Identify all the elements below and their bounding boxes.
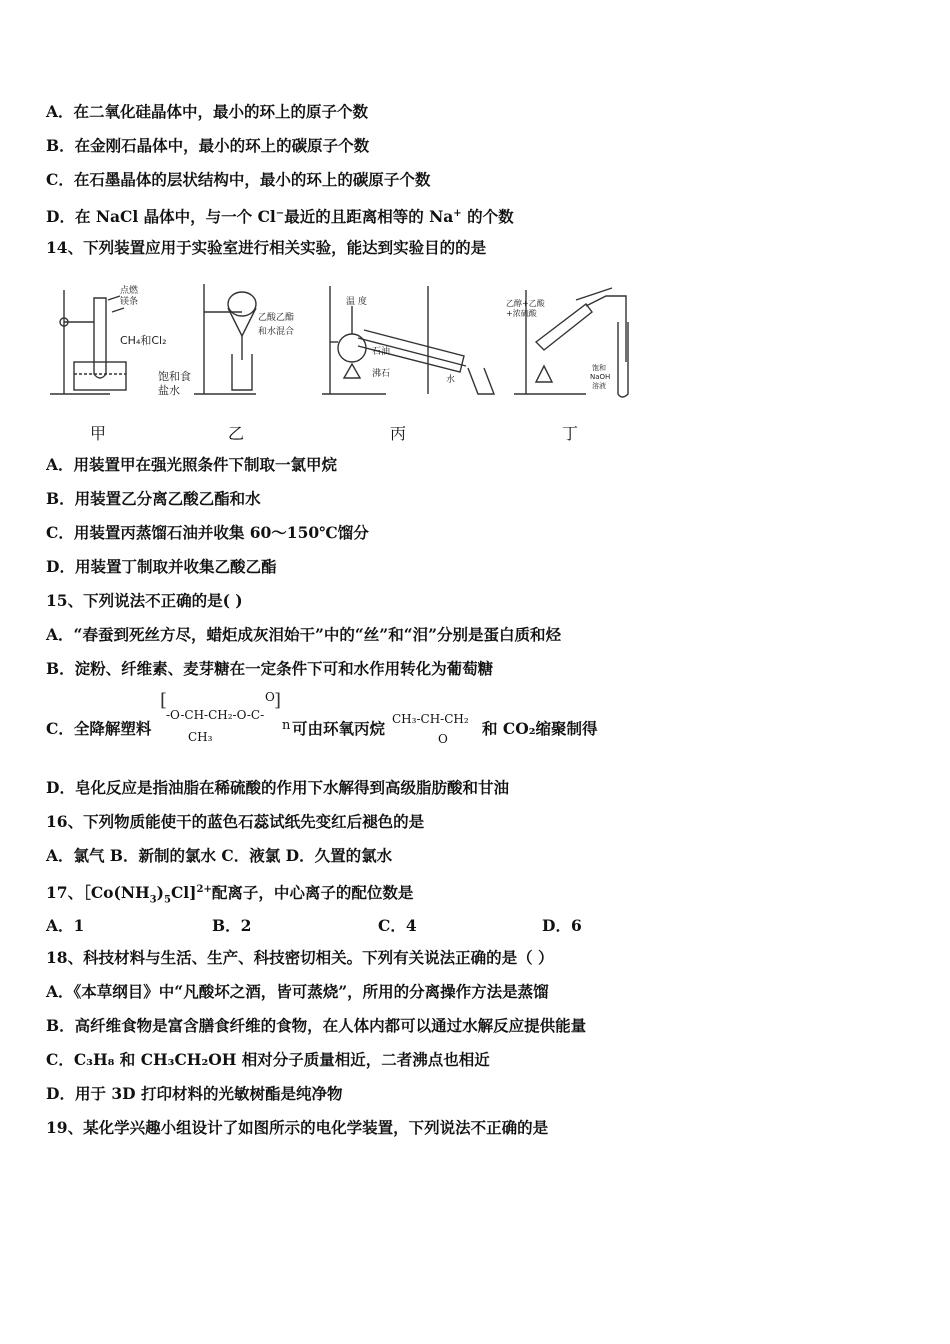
apparatus-figure <box>46 282 652 414</box>
q15-option-b: B．淀粉、纤维素、麦芽糖在一定条件下可和水作用转化为葡萄糖 <box>46 659 494 678</box>
q14-option-a: A．用装置甲在强光照条件下制取一氯甲烷 <box>46 455 338 474</box>
q18-option-b: B．高纤维食物是富含膳食纤维的食物，在人体内都可以通过水解反应提供能量 <box>46 1016 587 1035</box>
q13-option-b: B．在金刚石晶体中，最小的环上的碳原子个数 <box>46 136 370 155</box>
ding-label-4: NaOH <box>590 373 611 381</box>
q15-option-a: A．“春蚕到死丝方尽，蜡炬成灰泪始干”中的“丝”和“泪”分别是蛋白质和烃 <box>46 625 562 644</box>
q17-option-a: A．1 <box>46 916 85 935</box>
jia-label-top: 点燃 <box>120 286 139 296</box>
yi-label-2: 和水混合 <box>258 327 295 337</box>
ding-label-1: 乙醇+乙酸 <box>506 299 545 308</box>
jia-label-liquid2: 盐水 <box>158 384 180 397</box>
apparatus-yi <box>194 284 256 394</box>
jia-label-liquid: 饱和食 <box>158 370 191 383</box>
q17-option-d: D．6 <box>542 916 582 935</box>
q14-stem: 14、下列装置应用于实验室进行相关实验，能达到实验目的的是 <box>46 238 487 257</box>
polymer-structure: [ ] O -O-CH-CH₂-O-C- n CH₃ <box>160 690 291 744</box>
yi-label-1: 乙酸乙酯 <box>258 313 295 323</box>
q17-option-c: C．4 <box>378 916 417 935</box>
q16-options: A．氯气 B．新制的氯水 C．液氯 D．久置的氯水 <box>46 846 393 865</box>
fig-label-ding: 丁 <box>562 424 579 443</box>
q15-option-c-end: 和 CO₂缩聚制得 <box>482 719 598 738</box>
q14-option-c: C．用装置丙蒸馏石油并收集 60～150℃馏分 <box>46 523 369 542</box>
q18-stem: 18、科技材料与生活、生产、科技密切相关。下列有关说法正确的是（ ） <box>46 948 554 967</box>
bing-label-1: 温 度 <box>346 297 367 307</box>
q19-stem: 19、某化学兴趣小组设计了如图所示的电化学装置，下列说法不正确的是 <box>46 1118 549 1137</box>
bing-label-3: 沸石 <box>372 369 391 379</box>
fig-label-jia: 甲 <box>90 424 107 443</box>
q15-stem: 15、下列说法不正确的是( ) <box>46 591 243 610</box>
q13-option-c: C．在石墨晶体的层状结构中，最小的环上的碳原子个数 <box>46 170 431 189</box>
q14-option-d: D．用装置丁制取并收集乙酸乙酯 <box>46 557 277 576</box>
q15-option-d: D．皂化反应是指油脂在稀硫酸的作用下水解得到高级脂肪酸和甘油 <box>46 778 509 797</box>
jia-label-gas: CH₄和Cl₂ <box>120 334 167 347</box>
q17-option-b: B．2 <box>212 916 252 935</box>
q18-option-d: D．用于 3D 打印材料的光敏树酯是纯净物 <box>46 1084 343 1103</box>
q14-option-b: B．用装置乙分离乙酸乙酯和水 <box>46 489 261 508</box>
q17-stem: 17、$[Co(NH_3)_5Cl]^{2+}$配离子，中心离子的配位数是 <box>46 883 414 906</box>
fig-label-bing: 丙 <box>390 424 407 443</box>
q18-option-c: C．C₃H₈ 和 CH₃CH₂OH 相对分子质量相近，二者沸点也相近 <box>46 1050 490 1069</box>
apparatus-jia <box>50 290 126 394</box>
q13-option-d: D．在 NaCl 晶体中，与一个 Cl−最近的且距离相等的 Na+ 的个数 <box>46 207 514 227</box>
q16-stem: 16、下列物质能使干的蓝色石蕊试纸先变红后褪色的是 <box>46 812 425 831</box>
bing-label-2: 石油 <box>372 347 391 357</box>
epoxypropane-structure: CH₃-CH-CH₂ O <box>392 712 469 746</box>
q18-option-a: A．《本草纲目》中“凡酸坏之酒，皆可蒸烧”，所用的分离操作方法是蒸馏 <box>46 982 549 1001</box>
ding-label-3: 饱和 <box>592 364 606 372</box>
ding-label-5: 溶液 <box>592 382 606 390</box>
fig-label-yi: 乙 <box>228 424 245 443</box>
jia-label-top2: 镁条 <box>120 297 139 307</box>
bing-label-4: 水 <box>446 375 456 385</box>
ding-label-2: +浓硫酸 <box>506 309 537 318</box>
q15-option-c-mid: 可由环氧丙烷 <box>292 719 386 738</box>
q13-option-a: A．在二氧化硅晶体中，最小的环上的原子个数 <box>46 102 369 121</box>
q15-option-c-label: C．全降解塑料 <box>46 719 152 738</box>
